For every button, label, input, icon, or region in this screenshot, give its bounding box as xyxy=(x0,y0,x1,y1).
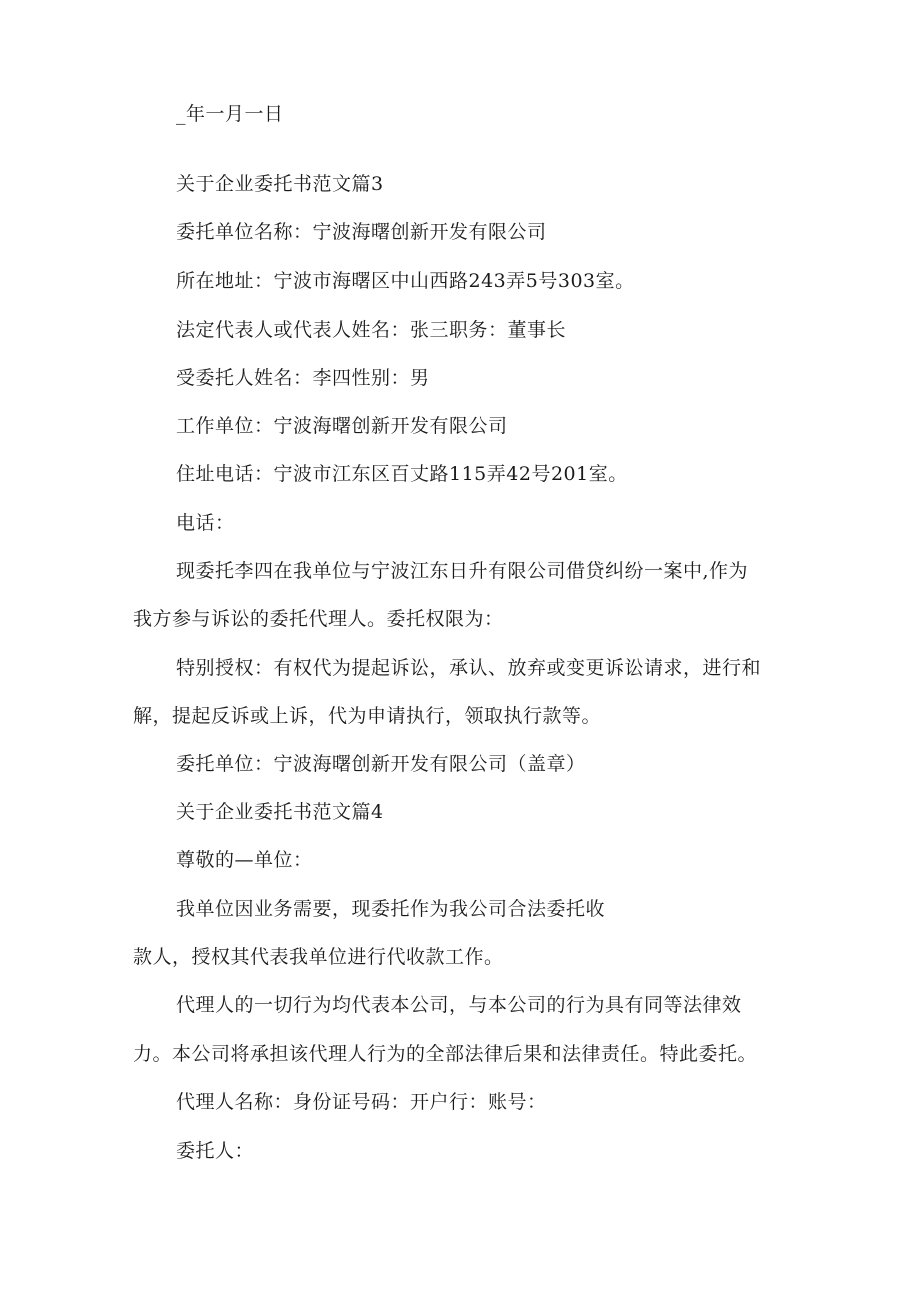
body-paragraph-line: 现委托李四在我单位与宁波江东日升有限公司借贷纠纷一案中,作为 xyxy=(176,560,749,582)
salutation-line: 尊敬的—单位： xyxy=(176,849,313,871)
work-unit-line: 工作单位：宁波海曙创新开发有限公司 xyxy=(176,415,508,437)
seal-line: 委托单位：宁波海曙创新开发有限公司（盖章） xyxy=(176,753,586,775)
unit-name-line: 委托单位名称：宁波海曙创新开发有限公司 xyxy=(176,221,547,243)
trustee-line: 受委托人姓名：李四性别：男 xyxy=(176,367,430,389)
agent-info-line: 代理人名称：身份证号码：开户行：账号： xyxy=(176,1091,547,1113)
section-heading: 关于企业委托书范文篇4 xyxy=(176,801,384,823)
authorization-line: 解，提起反诉或上诉，代为申请执行，领取执行款等。 xyxy=(133,705,602,727)
phone-line: 电话： xyxy=(176,512,235,534)
legal-rep-line: 法定代表人或代表人姓名：张三职务：董事长 xyxy=(176,319,567,341)
paragraph-line: 代理人的一切行为均代表本公司，与本公司的行为具有同等法律效 xyxy=(176,994,742,1016)
body-paragraph-line: 我方参与诉讼的委托代理人。委托权限为： xyxy=(133,608,504,630)
address-line: 所在地址：宁波市海曙区中山西路243弄5号303室。 xyxy=(176,270,635,292)
authorization-line: 特别授权：有权代为提起诉讼，承认、放弃或变更诉讼请求，进行和 xyxy=(176,657,762,679)
date-line: _年一月一日 xyxy=(176,103,284,125)
principal-line: 委托人： xyxy=(176,1140,255,1162)
paragraph-line: 我单位因业务需要，现委托作为我公司合法委托收 xyxy=(176,898,606,920)
paragraph-line: 力。本公司将承担该代理人行为的全部法律后果和法律责任。特此委托。 xyxy=(133,1043,758,1065)
section-heading: 关于企业委托书范文篇3 xyxy=(176,173,384,195)
paragraph-line: 款人，授权其代表我单位进行代收款工作。 xyxy=(133,946,504,968)
residence-line: 住址电话：宁波市江东区百丈路115弄42号201室。 xyxy=(176,463,628,485)
